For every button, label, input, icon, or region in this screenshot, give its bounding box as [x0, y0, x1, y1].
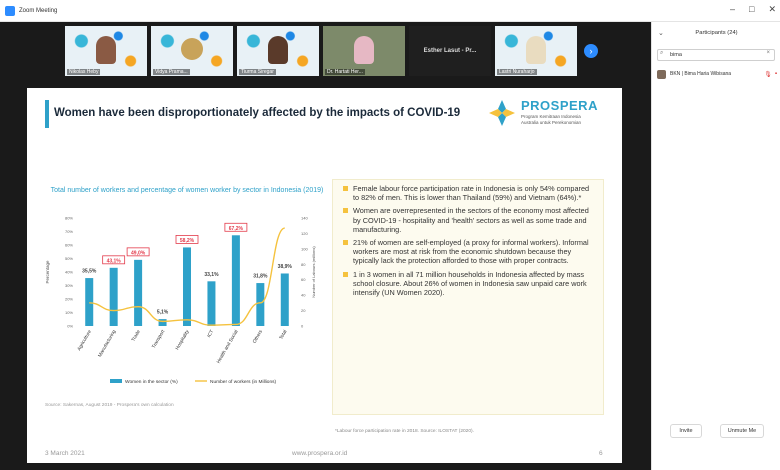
- video-tile[interactable]: [409, 26, 491, 76]
- invite-button[interactable]: Invite: [670, 424, 702, 438]
- video-tile[interactable]: [323, 26, 405, 76]
- slide-url: www.prospera.or.id: [292, 450, 348, 457]
- clear-icon[interactable]: ×: [766, 50, 770, 56]
- participant-video: [268, 36, 288, 64]
- logo-subtitle: Australia untuk Perekonomian: [521, 120, 582, 125]
- bullet-item: Female labour force participation rate in Indonesia is only 54% compared to 82% of men. This is lower than Thailand (59%) and Vietnam (64%).*: [341, 184, 595, 202]
- chart-bar: [232, 235, 240, 326]
- bullet-item: 1 in 3 women in all 71 million households in Indonesia affected by mass school closure. About 26% of women in Indonesia saw unpaid care work intensify (UN Women 2020).: [341, 270, 595, 298]
- y-tick-label: 30%: [64, 283, 73, 288]
- x-tick-label: Health and Social: [216, 329, 240, 365]
- data-label: 67,2%: [228, 225, 243, 232]
- y2-tick-label: 20: [301, 308, 306, 314]
- y2-tick-label: 140: [301, 215, 308, 221]
- y2-tick-label: 100: [301, 246, 308, 252]
- mic-muted-icon: 🎙: [764, 71, 772, 78]
- bullet-item: Women are overrepresented in the sectors of the economy most affected by COVID-19 - hospitality and 'health' sectors as well as some trade and manufacturing.: [341, 206, 595, 234]
- video-tile[interactable]: [237, 26, 319, 76]
- video-tile[interactable]: [495, 26, 577, 76]
- data-label: 38,9%: [277, 263, 292, 270]
- meeting-stage: [0, 22, 651, 470]
- x-tick-label: ICT: [206, 329, 216, 339]
- x-tick-label: Transport: [151, 329, 167, 350]
- minimize-icon[interactable]: –: [730, 4, 736, 14]
- participant-video: [96, 36, 116, 64]
- y-tick-label: 50%: [64, 256, 73, 261]
- y2-tick-label: 80: [301, 261, 306, 267]
- logo-wordmark: PROSPERA: [521, 98, 598, 113]
- chart-bar: [159, 319, 167, 326]
- slide-title: Women have been disproportionately affected by the impacts of COVID-19: [54, 107, 461, 119]
- legend-label: Number of workers (in Millions): [210, 380, 277, 385]
- data-label: 5,1%: [156, 309, 169, 316]
- chart-bar: [281, 273, 289, 326]
- bullet-box: [332, 179, 604, 415]
- shared-slide: [27, 88, 622, 463]
- y-tick-label: 60%: [64, 242, 73, 248]
- logo-subtitle: Program Kemitraan Indonesia: [521, 114, 581, 119]
- y-axis-label: Percentage: [45, 260, 50, 284]
- participant-search-input[interactable]: bima: [657, 49, 775, 61]
- title-accent: [45, 100, 49, 128]
- participant-row[interactable]: [657, 68, 777, 80]
- participants-panel: [651, 22, 780, 470]
- y2-tick-label: 120: [301, 230, 308, 236]
- data-label: 31,8%: [253, 273, 268, 280]
- prospera-logo-icon: [489, 100, 515, 126]
- search-icon: ⌕: [660, 50, 664, 56]
- x-tick-label: Agriculture: [77, 329, 93, 352]
- x-tick-label: Manufacturing: [97, 329, 118, 359]
- title-bar: [0, 0, 780, 22]
- maximize-icon[interactable]: □: [749, 4, 755, 14]
- y-tick-label: 40%: [64, 269, 73, 275]
- y-tick-label: 80%: [64, 215, 73, 221]
- video-tile[interactable]: [65, 26, 147, 76]
- chart-bar: [207, 281, 215, 326]
- footnote: *Labour force participation rate in 2018. Source: ILOSTAT (2020).: [335, 429, 474, 434]
- chart-bar: [110, 268, 118, 326]
- avatar: [657, 70, 666, 79]
- y-tick-label: 10%: [64, 310, 73, 315]
- tile-name: Nikolas Heby: [69, 69, 99, 75]
- window-title: Zoom Meeting: [19, 7, 58, 14]
- data-label: 58,2%: [179, 237, 195, 244]
- y2-axis-label: Number of Labours (millions): [311, 246, 316, 298]
- legend-swatch: [110, 379, 122, 383]
- y2-tick-label: 60: [301, 277, 306, 283]
- participant-video: [354, 36, 374, 64]
- participant-video: [526, 36, 546, 64]
- data-label: 43,1%: [106, 258, 121, 265]
- window-controls: [730, 4, 776, 15]
- x-tick-label: Trade: [131, 329, 142, 343]
- chart-bar: [134, 260, 142, 326]
- emblem-icon: [181, 38, 203, 60]
- video-tile[interactable]: [151, 26, 233, 76]
- y2-tick-label: 0: [301, 323, 304, 329]
- tile-name: Vidya Prama...: [155, 69, 188, 75]
- data-label: 35,5%: [82, 268, 97, 275]
- chart-bar: [85, 278, 93, 326]
- legend-label: Women in the sector (%): [125, 380, 178, 385]
- x-tick-label: Total: [279, 329, 289, 341]
- zoom-app-icon: [5, 6, 15, 16]
- tile-name: Lastri Nuraharjo: [499, 69, 535, 75]
- participant-name: BKN | Bima Haria Wibisana: [670, 71, 732, 77]
- chart-bar: [256, 283, 264, 326]
- y-tick-label: 70%: [64, 229, 73, 234]
- tile-name: Esther Lasut - Pr...: [423, 48, 477, 54]
- chart-source: Source: Sakernas, August 2019 - Prospera's own calculation: [45, 403, 174, 408]
- close-icon[interactable]: ✕: [768, 4, 776, 14]
- next-page-button[interactable]: ›: [584, 44, 598, 58]
- chevron-down-icon[interactable]: ⌄: [658, 30, 664, 37]
- video-gallery: [0, 22, 651, 79]
- slide-date: 3 March 2021: [45, 450, 85, 457]
- unmute-button[interactable]: Unmute Me: [720, 424, 764, 438]
- y-tick-label: 0%: [67, 323, 73, 329]
- tile-name: Tiurma Siregar: [241, 69, 274, 75]
- y-tick-label: 20%: [64, 296, 73, 302]
- data-label: 33,1%: [204, 271, 219, 278]
- sector-chart: [35, 210, 325, 395]
- y2-tick-label: 40: [301, 292, 306, 298]
- participants-header: Participants (24): [695, 30, 738, 36]
- x-tick-label: Hospitality: [175, 329, 191, 352]
- chart-title: Total number of workers and percentage of women worker by sector in Indonesia (2019): [50, 187, 324, 194]
- data-label: 49,0%: [131, 250, 146, 257]
- x-tick-label: Others: [252, 329, 265, 345]
- tile-name: Dr. Hartati Her...: [327, 69, 363, 75]
- slide-number: 6: [599, 450, 603, 457]
- chart-bar: [183, 247, 191, 326]
- camera-off-icon: ▪: [774, 71, 777, 77]
- bullet-item: 21% of women are self-employed (a proxy for informal workers). Informal workers are most at risk from the economic shutdown because they typically lack the protection afforded to those with proper contracts.: [341, 238, 595, 266]
